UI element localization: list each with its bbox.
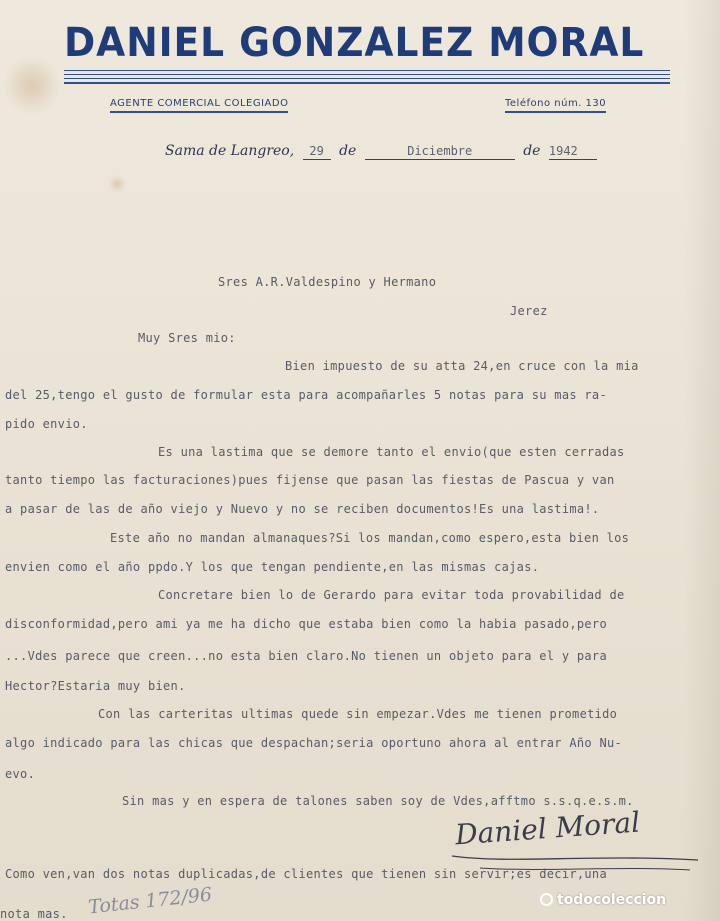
postscript-line: Como ven,van dos notas duplicadas,de clientes que tienen sin servir;es decir,una <box>5 867 607 881</box>
body-line: Con las carteritas ultimas quede sin empezar.Vdes me tienen prometido <box>98 707 618 721</box>
body-line: del 25,tengo el gusto de formular esta para acompañarles 5 notas para su mas ra- <box>5 388 607 402</box>
paper-stain <box>2 55 62 115</box>
date-de: de <box>339 143 357 159</box>
letterhead-name: DANIEL GONZALEZ MORAL <box>64 20 645 66</box>
letterhead-rule <box>64 82 670 84</box>
paper-fold-shadow <box>684 0 720 921</box>
salutation: Muy Sres mio: <box>138 331 236 345</box>
paper-stain <box>108 175 126 193</box>
date-month: Diciembre <box>407 144 473 158</box>
handwritten-signature: Daniel Moral <box>454 805 642 852</box>
letterhead-rule <box>64 78 670 79</box>
body-line: pido envio. <box>5 417 88 431</box>
date-de: de <box>523 143 541 159</box>
watermark <box>540 892 666 908</box>
letterhead-rule <box>64 74 670 75</box>
watermark-logo-icon <box>540 893 553 906</box>
body-line: algo indicado para las chicas que despachan;seria oportuno ahora al entrar Año Nu- <box>5 736 623 750</box>
recipient-city: Jerez <box>510 304 548 318</box>
date-month-blank <box>365 143 515 160</box>
date-place: Sama de Langreo, <box>165 143 295 159</box>
body-line: Hector?Estaria muy bien. <box>5 679 186 693</box>
recipient-line: Sres A.R.Valdespino y Hermano <box>218 275 437 289</box>
date-year-blank <box>549 143 597 160</box>
body-line: Es una lastima que se demore tanto el envio(que esten cerradas <box>158 445 625 459</box>
body-line: evo. <box>5 767 36 781</box>
body-line: Concretare bien lo de Gerardo para evitar toda provabilidad de <box>158 588 625 602</box>
postscript-line: nota mas. <box>0 907 68 921</box>
dateline <box>165 143 597 160</box>
closing-line: Sin mas y en espera de talones saben soy de Vdes,afftmo s.s.q.e.s.m. <box>122 794 634 808</box>
watermark-text: todocoleccion <box>557 892 667 908</box>
body-line: ...Vdes parece que creen...no esta bien claro.No tienen un objeto para el y para <box>5 649 607 663</box>
date-year: 1942 <box>548 144 578 158</box>
letterhead-phone: Teléfono núm. 130 <box>505 98 606 113</box>
body-line: disconformidad,pero ami ya me ha dicho que estaba bien como la habia pasado,pero <box>5 617 607 631</box>
body-line: envien como el año ppdo.Y los que tengan pendiente,en las mismas cajas. <box>5 560 540 574</box>
letterhead-rule <box>64 70 670 71</box>
pencil-annotation: Totas 172/96 <box>87 883 214 919</box>
body-line: Este año no mandan almanaques?Si los mandan,como espero,esta bien los <box>110 531 630 545</box>
body-line: Bien impuesto de su atta 24,en cruce con la mia <box>285 359 639 373</box>
letterhead-subtitle: AGENTE COMERCIAL COLEGIADO <box>110 98 288 113</box>
body-line: a pasar de las de año viejo y Nuevo y no se reciben documentos!Es una lastima!. <box>5 502 600 516</box>
body-line: tanto tiempo las facturaciones)pues fijense que pasan las fiestas de Pascua y van <box>5 473 615 487</box>
date-day: 29 <box>309 144 324 158</box>
date-day-blank <box>303 143 331 160</box>
